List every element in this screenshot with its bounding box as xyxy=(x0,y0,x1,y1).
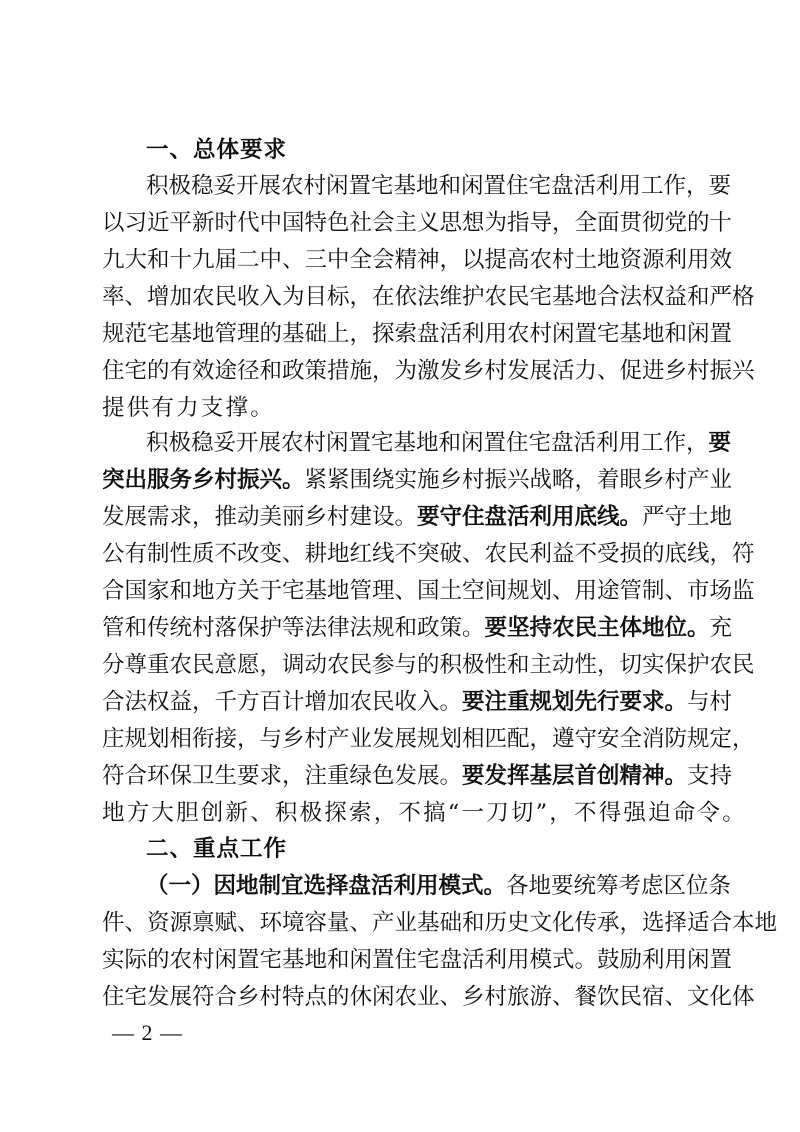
page-number: — 2 — xyxy=(112,1020,183,1045)
bold-text-run: 要守住盘活利用底线。 xyxy=(417,504,643,530)
paragraph-line: 住宅发展符合乡村特点的休闲农业、乡村旅游、餐饮民宿、文化体 xyxy=(102,984,755,1010)
text-run: 支持 xyxy=(687,763,733,789)
paragraph-line: 住宅的有效途径和政策措施，为激发乡村发展活力、促进乡村振兴 xyxy=(102,358,755,384)
paragraph-line: 地方大胆创新、积极探索，不搞“一刀切”，不得强迫命令。 xyxy=(102,800,747,826)
text-run: 管和传统村落保护等法律法规和政策。 xyxy=(102,615,485,641)
paragraph-line xyxy=(146,871,732,901)
text-run: 与村 xyxy=(687,689,733,715)
bold-text-run: 突出服务乡村振兴。 xyxy=(102,467,305,493)
text-run: 合法权益，千方百计增加农民收入。 xyxy=(102,689,463,715)
paragraph-line: 九大和十九届二中、三中全会精神，以提高农村土地资源利用效 xyxy=(102,247,733,273)
paragraph-line xyxy=(102,502,733,532)
text-run: 符合环保卫生要求，注重绿色发展。 xyxy=(102,763,463,789)
bold-text-run: 要发挥基层首创精神。 xyxy=(462,763,688,789)
text-run: 发展需求，推动美丽乡村建设。 xyxy=(102,504,418,530)
paragraph-line xyxy=(102,465,733,495)
paragraph-line: 积极稳妥开展农村闲置宅基地和闲置住宅盘活利用工作，要 xyxy=(146,173,732,199)
paragraph-line: 以习近平新时代中国特色社会主义思想为指导，全面贯彻党的十 xyxy=(102,210,733,236)
paragraph-line: 提供有力支撑。 xyxy=(102,395,275,421)
paragraph-line: 规范宅基地管理的基础上，探索盘活利用农村闲置宅基地和闲置 xyxy=(102,321,733,347)
paragraph-line: 分尊重农民意愿，调动农民参与的积极性和主动性，切实保护农民 xyxy=(102,652,755,678)
bold-text-run: 要 xyxy=(708,430,732,456)
bold-text-run: 要坚持农民主体地位。 xyxy=(484,615,710,641)
section-heading-general-requirements: 一、总体要求 xyxy=(146,137,288,163)
paragraph-line xyxy=(146,428,732,458)
paragraph-line: 合国家和地方关于宅基地管理、国土空间规划、用途管制、市场监 xyxy=(102,578,755,604)
bold-text-run: （一）因地制宜选择盘活利用模式。 xyxy=(146,873,507,899)
paragraph-line xyxy=(102,613,733,643)
bold-text-run: 要注重规划先行要求。 xyxy=(462,689,688,715)
text-run: 充 xyxy=(709,615,733,641)
paragraph-line xyxy=(102,687,733,717)
section-heading-key-work: 二、重点工作 xyxy=(146,836,288,862)
text-run: 各地要统筹考虑区位条 xyxy=(506,873,732,899)
paragraph-line: 件、资源禀赋、环境容量、产业基础和历史文化传承，选择适合本地 xyxy=(102,910,778,936)
text-run: 紧紧围绕实施乡村振兴战略，着眼乡村产业 xyxy=(304,467,733,493)
text-run: 严守土地 xyxy=(642,504,733,530)
paragraph-line xyxy=(102,761,733,791)
paragraph-line: 实际的农村闲置宅基地和闲置住宅盘活利用模式。鼓励利用闲置 xyxy=(102,947,733,973)
paragraph-line: 公有制性质不改变、耕地红线不突破、农民利益不受损的底线，符 xyxy=(102,541,755,567)
paragraph-line: 庄规划相衔接，与乡村产业发展规划相匹配，遵守安全消防规定， xyxy=(102,726,755,752)
paragraph-line: 率、增加农民收入为目标，在依法维护农民宅基地合法权益和严格 xyxy=(102,284,755,310)
text-run: 积极稳妥开展农村闲置宅基地和闲置住宅盘活利用工作， xyxy=(146,430,709,456)
